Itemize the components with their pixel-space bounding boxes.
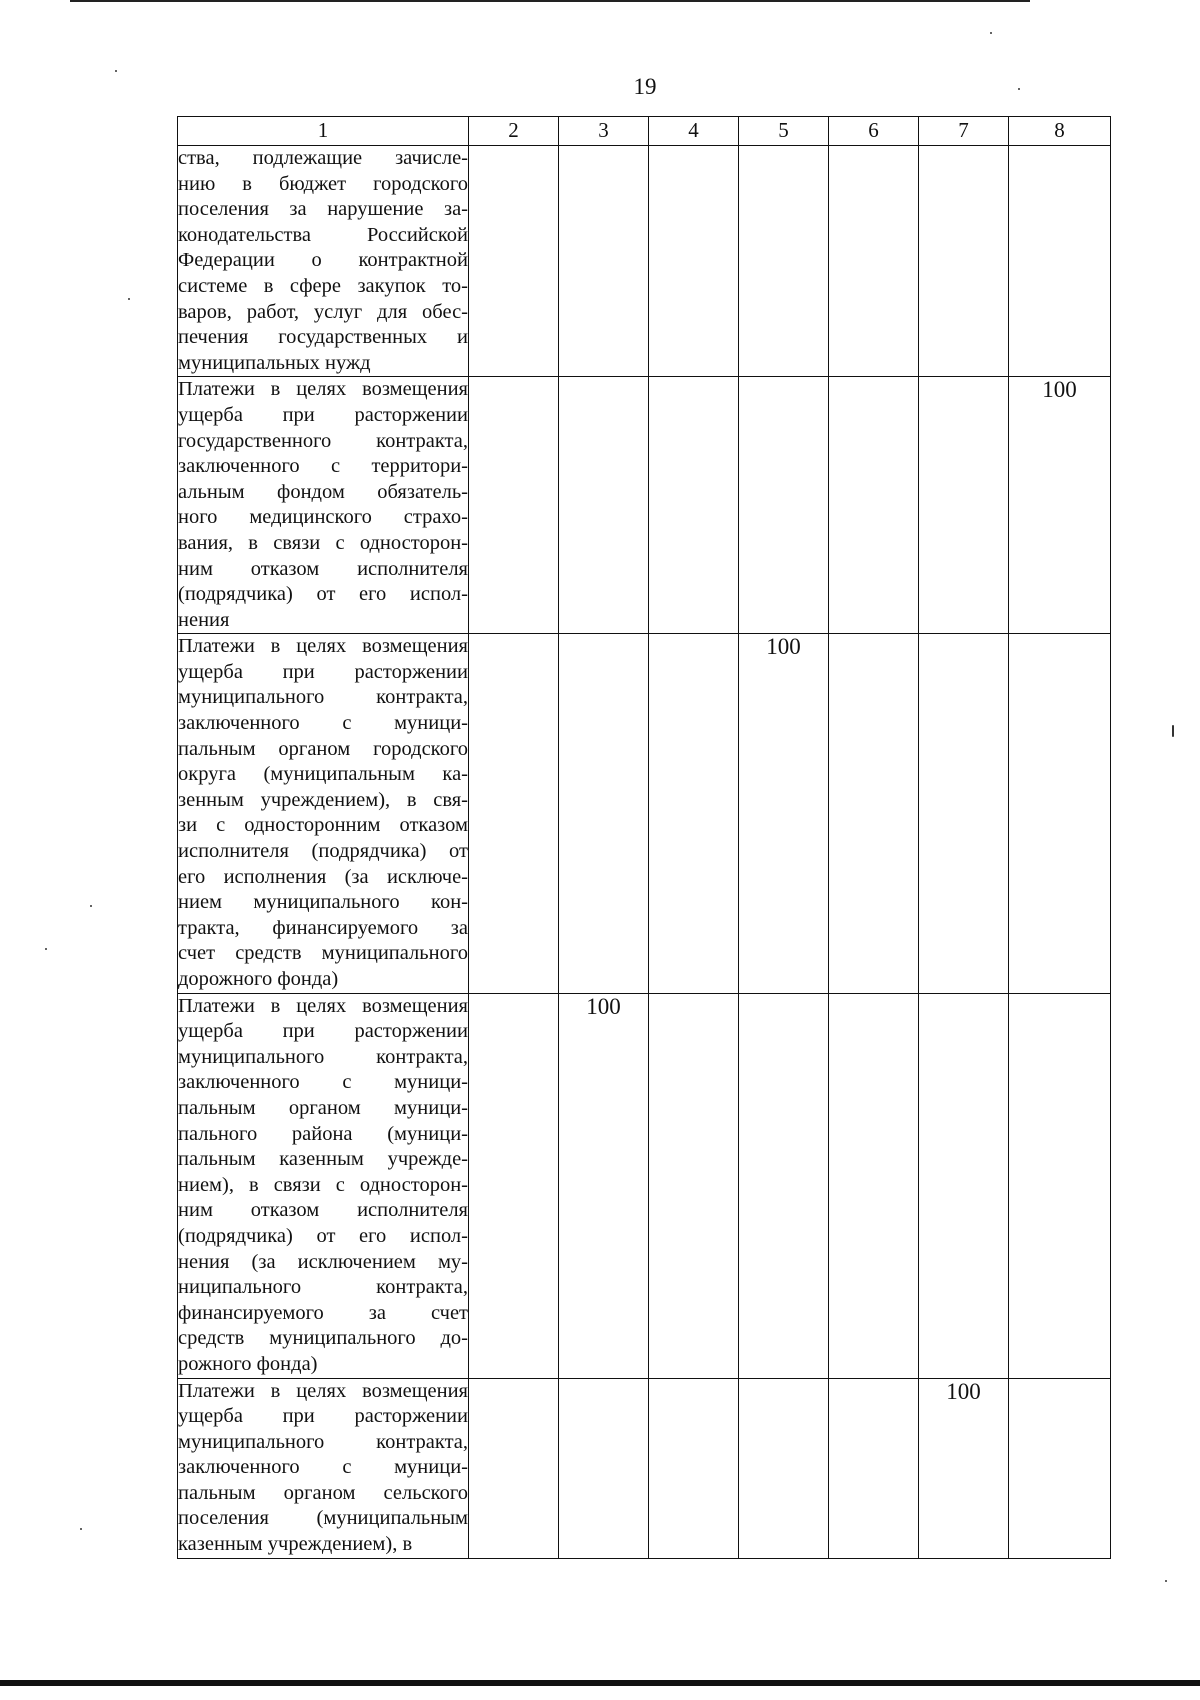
description-line: ства, подлежащие зачисле- [178,147,468,169]
description-line: пальным органом муници- [178,1096,468,1119]
value-cell-col-4 [649,146,739,377]
value-cell-col-7 [919,993,1009,1378]
column-header-4: 4 [649,117,739,146]
description-line: казенным учреждением), в [178,1533,413,1556]
description-line: рожного фонда) [178,1352,318,1375]
description-line: альным фондом обязатель- [178,480,468,503]
description-line: нения [178,608,230,631]
description-line: муниципальных нужд [178,351,371,374]
scan-speck [1018,88,1020,90]
description-line: заключенного с муници- [178,1456,468,1479]
payment-description-cell [178,634,469,993]
scan-speck [1172,725,1174,737]
table-row [178,993,1111,1378]
column-header-1: 1 [178,117,469,146]
scan-speck [1165,1580,1167,1582]
description-line: заключенного с муници- [178,1071,468,1094]
scan-speck [990,32,992,34]
value-cell-col-8 [1009,634,1111,993]
scan-speck [115,70,117,72]
value-cell-col-3: 100 [559,993,649,1378]
value-cell-col-6 [829,146,919,377]
description-line: системе в сфере закупок то- [178,274,468,297]
description-line: Платежи в целях возмещения [178,635,468,658]
scan-top-border [70,0,1030,2]
scan-speck [128,298,130,300]
description-line: пальным казенным учрежде- [178,1148,468,1171]
value-cell-col-6 [829,634,919,993]
table-row [178,377,1111,634]
description-line: пальным органом городского [178,737,468,760]
description-line: ущерба при расторжении [178,403,468,426]
value-cell-col-8 [1009,1378,1111,1558]
description-line: государственного контракта, [178,429,468,452]
value-cell-col-8: 100 [1009,377,1111,634]
value-cell-col-4 [649,993,739,1378]
value-cell-col-2 [469,993,559,1378]
value-cell-col-2 [469,634,559,993]
description-line: варов, работ, услуг для обес- [178,300,468,323]
value-cell-col-5 [739,377,829,634]
description-line: ущерба при расторжении [178,1020,468,1043]
description-line: Платежи в целях возмещения [178,1379,468,1402]
value-cell-col-2 [469,1378,559,1558]
value-cell-col-5: 100 [739,634,829,993]
description-line: заключенного с муници- [178,712,468,735]
value-cell-col-3 [559,377,649,634]
description-line: ним отказом исполнителя [178,1199,468,1222]
value-cell-col-7 [919,377,1009,634]
column-header-8: 8 [1009,117,1111,146]
column-header-6: 6 [829,117,919,146]
description-line: зи с односторонним отказом [178,814,468,837]
description-line: округа (муниципальным ка- [178,763,468,786]
scan-speck [90,905,92,907]
page-number: 19 [633,74,657,99]
value-cell-col-3 [559,146,649,377]
description-line: ного медицинского страхо- [178,506,468,529]
description-line: Платежи в целях возмещения [178,378,468,401]
value-cell-col-8 [1009,993,1111,1378]
description-line: тракта, финансируемого за [178,916,468,939]
value-cell-col-3 [559,634,649,993]
payment-description-cell [178,377,469,634]
description-line: ущерба при расторжении [178,660,468,683]
description-line: нием), в связи с односторон- [178,1173,468,1196]
value-cell-col-3 [559,1378,649,1558]
description-line: средств муниципального до- [178,1327,468,1350]
scan-bottom-border [0,1680,1200,1686]
value-cell-col-6 [829,993,919,1378]
value-cell-col-7: 100 [919,1378,1009,1558]
description-line: счет средств муниципального [178,942,468,965]
payment-description-cell [178,146,469,377]
description-line: дорожного фонда) [178,968,339,990]
value-cell-col-5 [739,993,829,1378]
description-line: поселения (муниципальным [178,1507,468,1530]
budget-allocation-table [177,116,1111,1559]
description-line: зенным учреждением), в свя- [178,788,468,811]
description-line: нения (за исключением му- [178,1250,468,1273]
description-line: исполнителя (подрядчика) от [178,840,468,863]
table-header-row [178,117,1111,146]
value-cell-col-2 [469,146,559,377]
value-cell-col-7 [919,634,1009,993]
table-body [178,146,1111,1559]
description-line: его исполнения (за исключе- [178,865,468,888]
column-header-2: 2 [469,117,559,146]
column-header-7: 7 [919,117,1009,146]
column-header-3: 3 [559,117,649,146]
value-cell-col-6 [829,1378,919,1558]
description-line: ниципального контракта, [178,1276,468,1299]
description-line: пального района (муници- [178,1122,468,1145]
description-line: вания, в связи с односторон- [178,531,468,554]
scan-speck [45,948,47,950]
value-cell-col-4 [649,377,739,634]
value-cell-col-2 [469,377,559,634]
value-cell-col-4 [649,1378,739,1558]
value-cell-col-5 [739,146,829,377]
description-line: муниципального контракта, [178,1045,468,1068]
value-cell-col-7 [919,146,1009,377]
column-header-5: 5 [739,117,829,146]
description-line: печения государственных и [178,326,468,349]
description-line: муниципального контракта, [178,1430,468,1453]
description-line: конодательства Российской [178,223,468,246]
value-cell-col-4 [649,634,739,993]
table-row [178,634,1111,993]
description-line: заключенного с территори- [178,455,468,478]
description-line: пальным органом сельского [178,1481,468,1504]
payment-description-cell [178,993,469,1378]
value-cell-col-6 [829,377,919,634]
description-line: поселения за нарушение за- [178,198,468,221]
description-line: нию в бюджет городского [178,172,468,195]
value-cell-col-8 [1009,146,1111,377]
payment-description-cell [178,1378,469,1558]
value-cell-col-5 [739,1378,829,1558]
description-line: ущерба при расторжении [178,1405,468,1428]
description-line: ним отказом исполнителя [178,557,468,580]
description-line: нием муниципального кон- [178,891,468,914]
description-line: муниципального контракта, [178,686,468,709]
description-line: (подрядчика) от его испол- [178,583,468,606]
description-line: Федерации о контрактной [178,249,468,272]
table-row [178,146,1111,377]
description-line: (подрядчика) от его испол- [178,1224,468,1247]
description-line: Платежи в целях возмещения [178,994,468,1017]
scan-speck [80,1528,82,1530]
table-row [178,1378,1111,1558]
description-line: финансируемого за счет [178,1301,468,1324]
